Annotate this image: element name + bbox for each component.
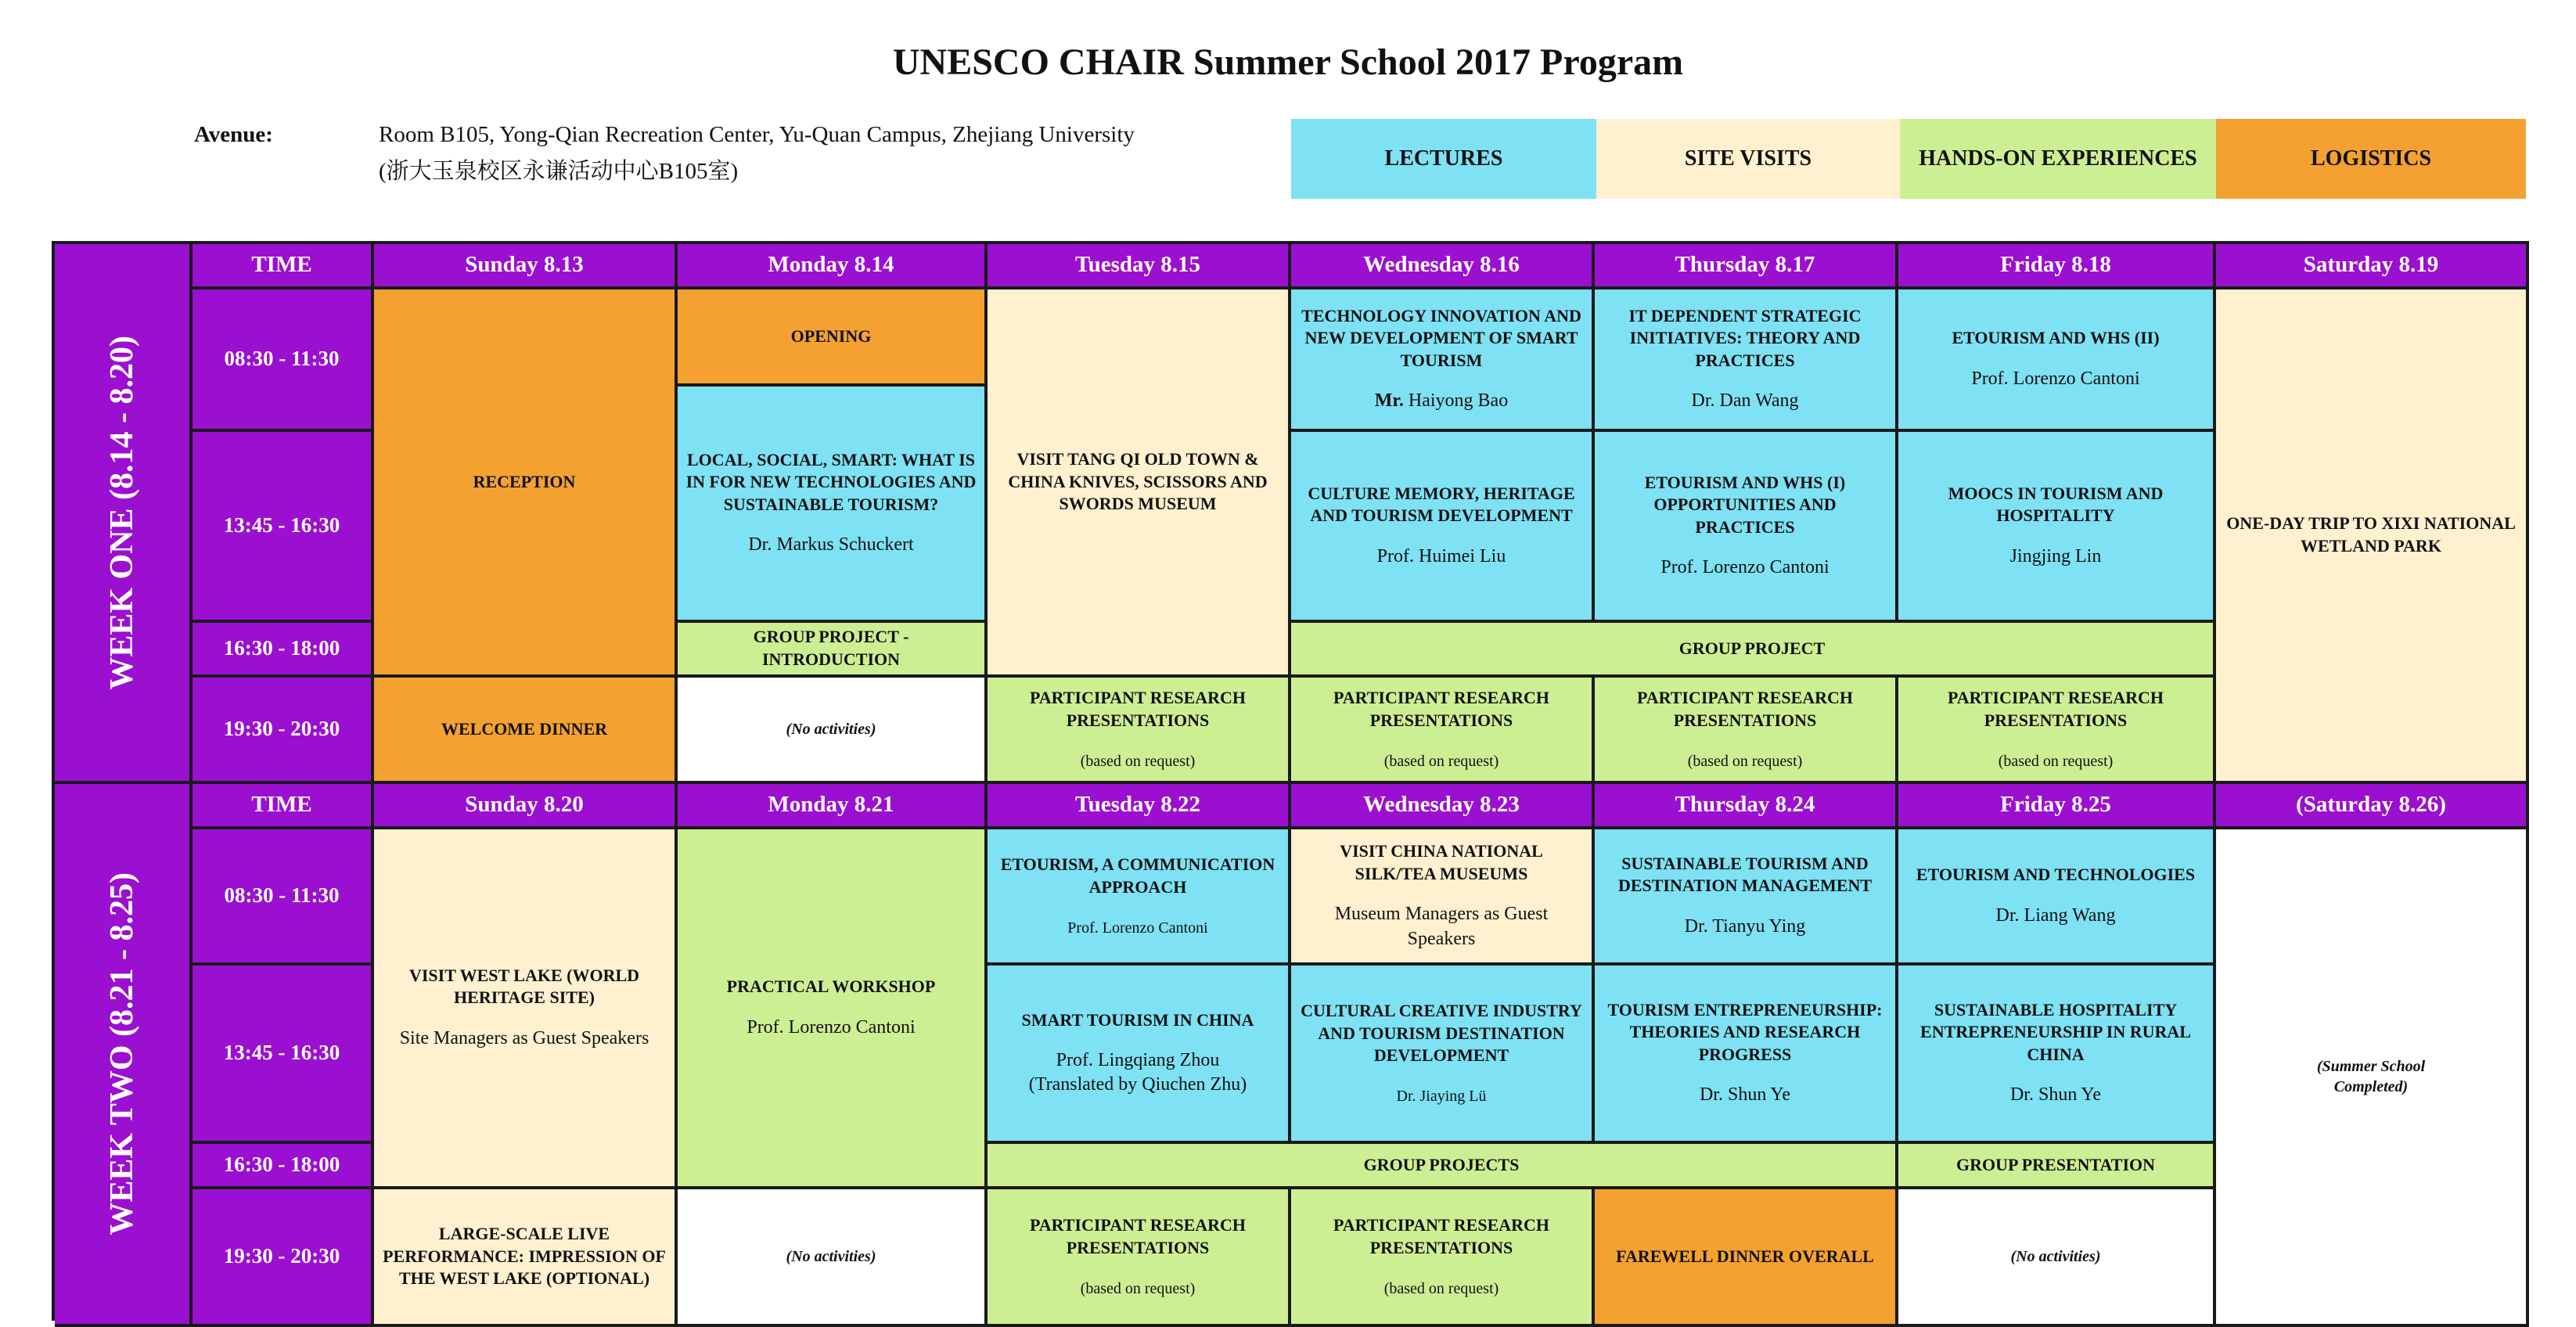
- week2-wednesday-afternoon-lecture: CULTURAL CREATIVE INDUSTRY AND TOURISM DESTINATION DEVELOPMENT Dr. Jiaying Lü: [1291, 966, 1595, 1144]
- week2-thursday-morning-lecture: SUSTAINABLE TOURISM AND DESTINATION MANAGEMENT Dr. Tianyu Ying: [1595, 829, 1898, 966]
- week1-tangqi-visit: VISIT TANG QI OLD TOWN & CHINA KNIVES, SCISSORS AND SWORDS MUSEUM: [988, 289, 1291, 678]
- page-title: UNESCO CHAIR Summer School 2017 Program: [892, 41, 1684, 83]
- week1-xixi-trip: ONE-DAY TRIP TO XIXI NATIONAL WETLAND PARK: [2216, 289, 2529, 784]
- week2-header-friday: Friday 8.25: [1898, 784, 2216, 829]
- week2-museum-visit: VISIT CHINA NATIONAL SILK/TEA MUSEUMS Museum Managers as Guest Speakers: [1291, 829, 1595, 966]
- week1-wednesday-morning-lecture: TECHNOLOGY INNOVATION AND NEW DEVELOPMENT OF SMART TOURISM Mr. Haiyong Bao: [1291, 289, 1595, 432]
- week2-friday-evening: (No activities): [1898, 1189, 2216, 1327]
- week2-header-thursday: Thursday 8.24: [1595, 784, 1898, 829]
- week2-tuesday-afternoon-lecture: SMART TOURISM IN CHINA Prof. Lingqiang Zhou (Translated by Qiuchen Zhu): [988, 966, 1291, 1144]
- week2-monday-evening: (No activities): [678, 1189, 988, 1327]
- week1-wednesday-afternoon-lecture: CULTURE MEMORY, HERITAGE AND TOURISM DEVELOPMENT Prof. Huimei Liu: [1291, 432, 1595, 623]
- avenue-address: Room B105, Yong-Qian Recreation Center, Yu-Quan Campus, Zhejiang University: [379, 122, 1135, 147]
- legend-site-visits: SITE VISITS: [1596, 119, 1900, 199]
- week1-thursday-morning-lecture: IT DEPENDENT STRATEGIC INITIATIVES: THEORY AND PRACTICES Dr. Dan Wang: [1595, 289, 1898, 432]
- legend-hands-on: HANDS-ON EXPERIENCES: [1900, 119, 2216, 199]
- week1-header-tuesday: Tuesday 8.15: [988, 244, 1291, 289]
- week1-monday-evening: (No activities): [678, 678, 988, 784]
- week1-friday-afternoon-lecture: MOOCS IN TOURISM AND HOSPITALITY Jingjing Lin: [1898, 432, 2216, 623]
- week2-group-presentation: GROUP PRESENTATION: [1898, 1144, 2216, 1189]
- week1-time-late-afternoon: 16:30 - 18:00: [192, 623, 374, 678]
- avenue-label: Avenue:: [194, 122, 273, 147]
- week1-time-afternoon: 13:45 - 16:30: [192, 432, 374, 623]
- week1-header-friday: Friday 8.18: [1898, 244, 2216, 289]
- week1-friday-research: PARTICIPANT RESEARCH PRESENTATIONS (based on request): [1898, 678, 2216, 784]
- week1-opening: OPENING: [678, 289, 988, 387]
- week1-welcome-dinner: WELCOME DINNER: [374, 678, 678, 784]
- week2-header-wednesday: Wednesday 8.23: [1291, 784, 1595, 829]
- week-two-label: WEEK TWO (8.21 - 8.25): [55, 784, 192, 1327]
- week2-group-projects: GROUP PROJECTS: [988, 1144, 1898, 1189]
- week2-header-saturday: (Saturday 8.26): [2216, 784, 2529, 829]
- week1-thursday-research: PARTICIPANT RESEARCH PRESENTATIONS (based on request): [1595, 678, 1898, 784]
- week-one-label: WEEK ONE (8.14 - 8.20): [55, 244, 192, 784]
- week2-practical-workshop: PRACTICAL WORKSHOP Prof. Lorenzo Cantoni: [678, 829, 988, 1189]
- week1-header-thursday: Thursday 8.17: [1595, 244, 1898, 289]
- legend-logistics: LOGISTICS: [2216, 119, 2526, 199]
- week2-thursday-afternoon-lecture: TOURISM ENTREPRENEURSHIP: THEORIES AND RESEARCH PROGRESS Dr. Shun Ye: [1595, 966, 1898, 1144]
- week1-header-monday: Monday 8.14: [678, 244, 988, 289]
- week2-west-lake-visit: VISIT WEST LAKE (WORLD HERITAGE SITE) Site Managers as Guest Speakers: [374, 829, 678, 1189]
- week1-reception: RECEPTION: [374, 289, 678, 678]
- week2-header-tuesday: Tuesday 8.22: [988, 784, 1291, 829]
- week2-time-late-afternoon: 16:30 - 18:00: [192, 1144, 374, 1189]
- week1-friday-morning-lecture: ETOURISM AND WHS (II) Prof. Lorenzo Cantoni: [1898, 289, 2216, 432]
- week2-time-morning: 08:30 - 11:30: [192, 829, 374, 966]
- legend-lectures: LECTURES: [1291, 119, 1596, 199]
- week2-header-sunday: Sunday 8.20: [374, 784, 678, 829]
- week1-header-sunday: Sunday 8.13: [374, 244, 678, 289]
- week2-time-evening: 19:30 - 20:30: [192, 1189, 374, 1327]
- week2-tuesday-research: PARTICIPANT RESEARCH PRESENTATIONS (based on request): [988, 1189, 1291, 1327]
- week1-tuesday-research: PARTICIPANT RESEARCH PRESENTATIONS (based on request): [988, 678, 1291, 784]
- week2-tuesday-morning-lecture: ETOURISM, A COMMUNICATION APPROACH Prof. Lorenzo Cantoni: [988, 829, 1291, 966]
- week2-time-afternoon: 13:45 - 16:30: [192, 966, 374, 1144]
- week2-header-monday: Monday 8.21: [678, 784, 988, 829]
- week1-monday-lecture: LOCAL, SOCIAL, SMART: WHAT IS IN FOR NEW TECHNOLOGIES AND SUSTAINABLE TOURISM? Dr. Markus Schuckert: [678, 387, 988, 623]
- week1-time-evening: 19:30 - 20:30: [192, 678, 374, 784]
- week2-friday-afternoon-lecture: SUSTAINABLE HOSPITALITY ENTREPRENEURSHIP IN RURAL CHINA Dr. Shun Ye: [1898, 966, 2216, 1144]
- week1-header-wednesday: Wednesday 8.16: [1291, 244, 1595, 289]
- week1-group-project-intro: GROUP PROJECT - INTRODUCTION: [678, 623, 988, 678]
- week2-friday-morning-lecture: ETOURISM AND TECHNOLOGIES Dr. Liang Wang: [1898, 829, 2216, 966]
- week1-time-morning: 08:30 - 11:30: [192, 289, 374, 432]
- week1-wednesday-research: PARTICIPANT RESEARCH PRESENTATIONS (based on request): [1291, 678, 1595, 784]
- week2-live-performance: LARGE-SCALE LIVE PERFORMANCE: IMPRESSION OF THE WEST LAKE (OPTIONAL): [374, 1189, 678, 1327]
- week1-thursday-afternoon-lecture: ETOURISM AND WHS (I) OPPORTUNITIES AND PRACTICES Prof. Lorenzo Cantoni: [1595, 432, 1898, 623]
- week2-wednesday-research: PARTICIPANT RESEARCH PRESENTATIONS (based on request): [1291, 1189, 1595, 1327]
- schedule-table: [52, 241, 2529, 1321]
- week2-farewell-dinner: FAREWELL DINNER OVERALL: [1595, 1189, 1898, 1327]
- avenue-address-chinese: (浙大玉泉校区永谦活动中心B105室): [379, 159, 739, 184]
- week2-header-time: TIME: [192, 784, 374, 829]
- week2-summer-school-completed: (Summer School Completed): [2216, 829, 2529, 1327]
- week1-header-saturday: Saturday 8.19: [2216, 244, 2529, 289]
- week1-group-project: GROUP PROJECT: [1291, 623, 2216, 678]
- week1-header-time: TIME: [192, 244, 374, 289]
